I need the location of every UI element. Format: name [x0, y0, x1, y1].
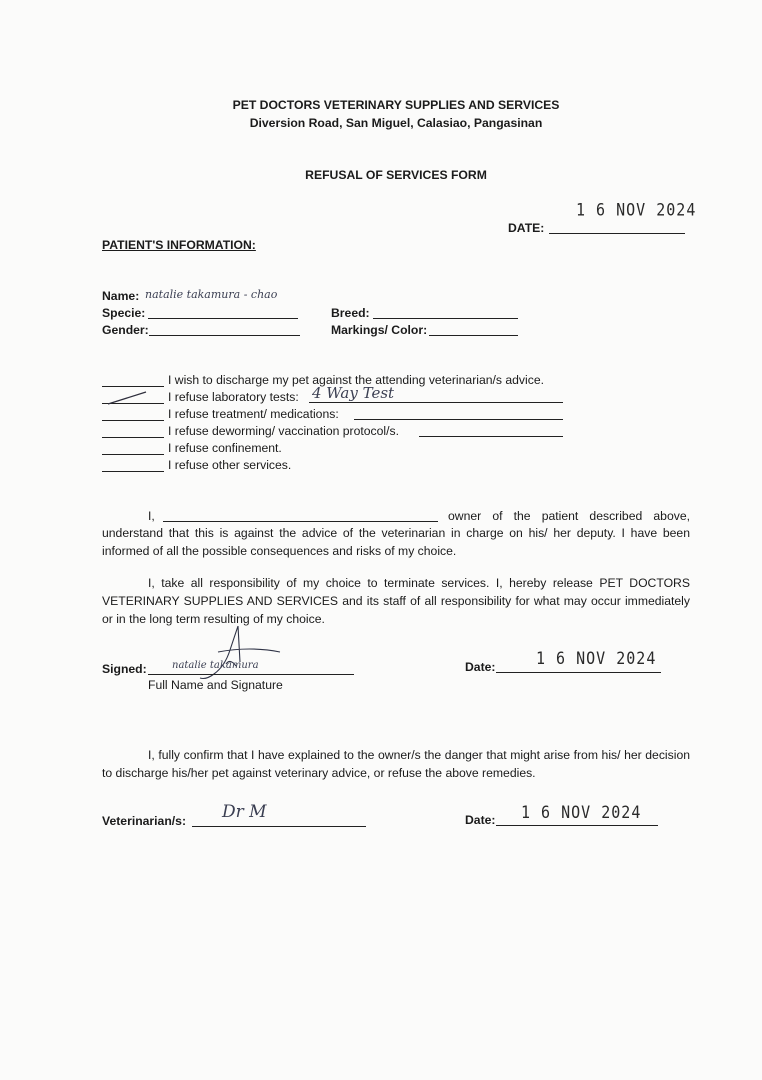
company-address: Diversion Road, San Miguel, Calasiao, Pangasinan	[249, 116, 543, 130]
patient-info-heading: PATIENT'S INFORMATION:	[102, 238, 256, 252]
owner-name-field[interactable]	[163, 521, 438, 522]
refusal-detail-line[interactable]	[419, 436, 563, 437]
gender-label: Gender:	[102, 323, 149, 337]
refusal-detail-line[interactable]	[309, 402, 563, 403]
refusal-detail-line[interactable]	[354, 419, 563, 420]
signature-date-line[interactable]	[496, 672, 661, 673]
veterinarian-date-line[interactable]	[496, 825, 658, 826]
name-label: Name:	[102, 289, 140, 303]
refusal-check-line[interactable]	[102, 437, 164, 438]
form-title: REFUSAL OF SERVICES FORM	[305, 168, 487, 182]
breed-label: Breed:	[331, 306, 370, 320]
veterinarian-date-label: Date:	[465, 813, 496, 827]
refusal-text: I refuse laboratory tests:	[168, 390, 299, 404]
gender-field[interactable]	[149, 335, 300, 336]
date-label-top: DATE:	[508, 221, 545, 235]
signed-label: Signed:	[102, 662, 147, 676]
specie-field[interactable]	[148, 318, 298, 319]
refusal-check-line[interactable]	[102, 420, 164, 421]
refusal-text: I refuse other services.	[168, 458, 292, 472]
statement1-lead: I,	[148, 509, 155, 523]
lab-test-value: 4 Way Test	[312, 384, 395, 402]
company-name: PET DOCTORS VETERINARY SUPPLIES AND SERVICES	[232, 98, 560, 112]
name-value[interactable]: natalie takamura - chao	[145, 288, 278, 301]
statement1-continuation: understand that this is against the advice of the veterinarian in charge on his/ her deputy. I have been informed of all the possible consequences and risks of my choice.	[102, 526, 690, 558]
veterinarian-date-stamp: 1 6 NOV 2024	[521, 801, 642, 823]
markings-label: Markings/ Color:	[331, 323, 428, 337]
owner-signature-image	[170, 622, 320, 682]
signed-value: natalie takamura	[172, 660, 259, 671]
markings-field[interactable]	[429, 335, 518, 336]
specie-label: Specie:	[102, 306, 146, 320]
statement2-text: I, take all responsibility of my choice to terminate services. I, hereby release PET DOCTORS VETERINARY SUPPLIES AND SERVICES and its staff of all responsibility for what may occur immediately or in the long term resulting of my choice.	[102, 576, 690, 626]
signature-caption: Full Name and Signature	[148, 678, 283, 692]
statement3	[102, 746, 690, 782]
date-line-top[interactable]	[549, 233, 685, 234]
veterinarian-line[interactable]	[192, 826, 366, 827]
refusal-check-line[interactable]	[102, 386, 164, 387]
veterinarian-label: Veterinarian/s:	[102, 814, 186, 828]
refusal-text: I refuse treatment/ medications:	[168, 407, 339, 421]
statement1-owner-text: owner of the patient described above,	[448, 509, 690, 523]
date-stamp-top: 1 6 NOV 2024	[576, 199, 697, 221]
signed-line[interactable]	[148, 674, 354, 675]
signature-date-label: Date:	[465, 660, 496, 674]
statement3-text: I, fully confirm that I have explained to the owner/s the danger that might arise from his/ her decision to discharge his/her pet against veterinary advice, or refuse the above remedies.	[102, 748, 690, 780]
refusal-check-line[interactable]	[102, 471, 164, 472]
refusal-text: I refuse confinement.	[168, 441, 282, 455]
refusal-text: I refuse deworming/ vaccination protocol/s.	[168, 424, 399, 438]
refusal-text: I wish to discharge my pet against the attending veterinarian/s advice.	[168, 373, 544, 387]
refusal-check-line[interactable]	[102, 454, 164, 455]
signature-date-stamp: 1 6 NOV 2024	[536, 647, 657, 669]
veterinarian-value: Dr M	[222, 802, 267, 822]
breed-field[interactable]	[373, 318, 518, 319]
check-stroke-icon	[106, 390, 150, 406]
statement2	[102, 574, 690, 628]
